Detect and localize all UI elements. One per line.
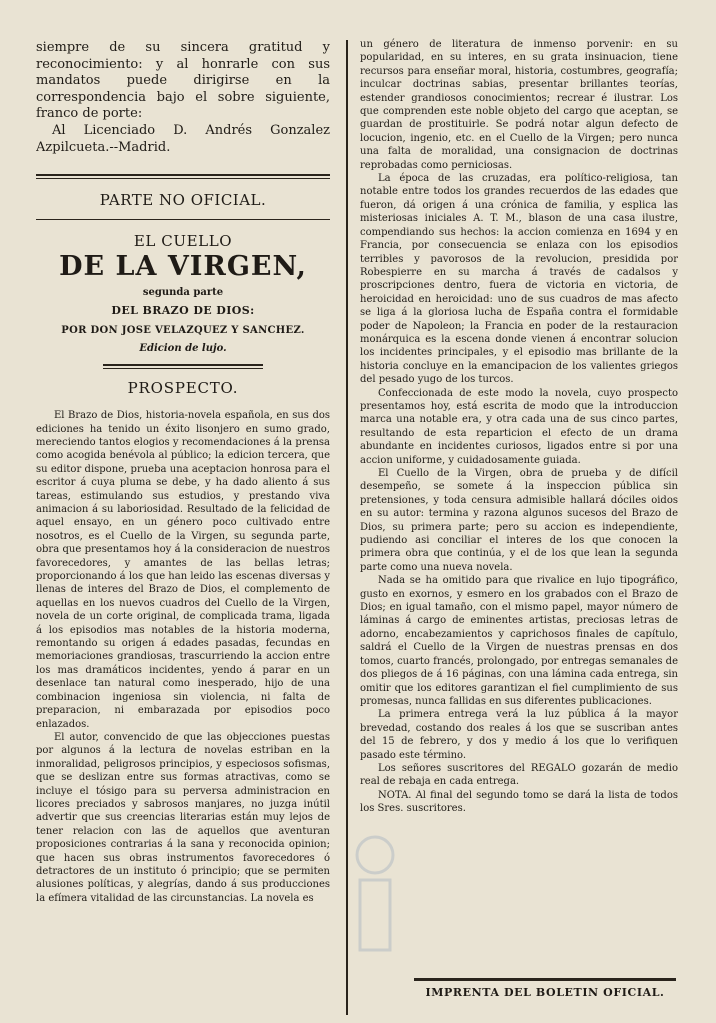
title-divider bbox=[103, 364, 263, 369]
novel-subtitle: segunda parte bbox=[142, 287, 224, 299]
body-paragraph: La primera entrega verá la luz pública á la mayor brevedad, costando dos reales á los que se suscriban antes del 15 de febrero, y dos y medio á los que lo verifiquen pasado este término. bbox=[360, 709, 678, 761]
edition-line: Edicion de lujo. bbox=[139, 343, 227, 355]
body-paragraph: Confeccionada de este modo la novela, cuyo prospecto presentamos hoy, está escrita de modo que la introduccion marca una notable era, y otra cada una de sus cinco partes, resultando de esta reparticion el efecto de un drama abundante en incidentes curiosos, ligados entre si por una accion uniforme, y cuidadosamente guiada. bbox=[360, 387, 678, 466]
library-stamp-watermark bbox=[350, 830, 400, 960]
novel-series: DEL BRAZO DE DIOS: bbox=[111, 304, 255, 318]
body-paragraph: La época de las cruzadas, era político-religiosa, tan notable entre todos los grandes recuerdos de las edades que fueron, dá origen á una crónica de familia, y esplica las misteriosas iniciales A. T. M., blason de una casa ilustre, compendiando sus hechos: la accion comienza en 1694 y en Francia, por consecuencia se enlaza con los episodios terribles y pavorosos de la revolucion, presidida por Robespierre en su marcha á través de cadalsos y proscripciones dentro, fuera de victoria en victoria, de heroicidad en heroicidad: uno de sus cuadros de mas afecto se liga á la gloriosa lucha de España contra el formidable poder de Napoleon; la Francia en poder de la restauracion monárquica es la escena donde vienen á encontrar solucion los incidentes principales, y el episodio mas brillante de la historia concluye en la emancipacion de los valientes griegos del pesado yugo de los turcos. bbox=[360, 173, 678, 386]
body-paragraph: Los señores suscritores del REGALO gozarán de medio real de rebaja en cada entrega. bbox=[360, 762, 678, 788]
right-column bbox=[360, 38, 678, 816]
body-paragraph: El Brazo de Dios, historia-novela española, en sus dos ediciones ha tenido un éxito lisonjero en sumo grado, mereciendo tantos elogios y recomendaciones á la prensa como acogida benévola al público; la edicion tercera, que su editor dispone, prueba una aceptacion honrosa para el escritor á cuya pluma se debe, y ha dado aliento á sus tareas, estimulando sus estudios, y prestando viva animacion á su laboriosidad. Resultado de la felicidad de aquel ensayo, en un género poco cultivado entre nosotros, es el Cuello de la Virgen, su segunda parte, obra que presentamos hoy á la consideracion de nuestros favorecedores, y amantes de las bellas letras; proporcionando á los que han leido las escenas diversas y llenas de interes del Brazo de Dios, el complemento de aquellas en los nuevos cuadros del Cuello de la Virgen, novela de un corte original, de complicada trama, ligada á los episodios mas notables de la historia moderna, remontando su origen á edades pasadas, fecundas en memoriaciones grandiosas, trascurriendo la accion entre los mas dramáticos incidentes, yendo á parar en un desenlace tan natural como inesperado, hijo de una combinacion ingeniosa sin violencia, ni falta de preparacion, ni embarazada por episodios poco enlazados. bbox=[36, 410, 330, 730]
opening-paragraph: siempre de su sincera gratitud y reconocimiento: y al honrarle con sus mandatos puede dirigirse en la correspondencia bajo el sobre siguiente, franco de porte: bbox=[36, 40, 330, 122]
novel-title: DE LA VIRGEN, bbox=[59, 251, 307, 283]
body-paragraph: El Cuello de la Virgen, obra de prueba y de difícil desempeño, se somete á la inspeccion pública sin pretensiones, y toda censura admisible hallará dóciles oidos en su autor: termina y razona algunos sucesos del Brazo de Dios, su primera parte; pero su accion es independiente, pudiendo asi conciliar el interes de los que conocen la primera obra que continúa, y el de los que lean la segunda parte como una nueva novela. bbox=[360, 468, 678, 573]
imprint-line: IMPRENTA DEL BOLETIN OFICIAL. bbox=[425, 986, 665, 999]
section-divider bbox=[36, 174, 330, 179]
author-line: POR DON JOSE VELAZQUEZ Y SANCHEZ. bbox=[61, 325, 305, 337]
section-heading: PARTE NO OFICIAL. bbox=[99, 191, 267, 210]
body-paragraph: Nada se ha omitido para que rivalice en lujo tipográfico, gusto en exornos, y esmero en los grabados con el Brazo de Dios; en igual tamaño, con el mismo papel, mayor número de láminas á cargo de eminentes artistas, preciosas letras de adorno, encabezamientos y caprichosos finales de capítulo, saldrá el Cuello de la Virgen de nuestras prensas en dos tomos, cuarto francés, prolongado, por entregas semanales de dos pliegos de á 16 páginas, con una lámina cada entrega, sin omitir que los editores garantizan el fiel cumplimiento de sus promesas, nunca fallidas en sus diferentes publicaciones. bbox=[360, 575, 678, 707]
body-paragraph: El autor, convencido de que las objecciones puestas por algunos á la lectura de novelas estriban en la inmoralidad, peligrosos principios, y especiosos sofismas, que se deslizan entre sus formas atractivas, como se incluye el tósigo para su perversa administracion en licores preciados y sabrosos manjares, no juzga inútil advertir que sus creencias literarias están muy lejos de tener relacion con las de aquellos que aventuran proposiciones contrarias á la sana y reconocida opinion; que hacen sus obras instrumentos favorecedores ó detractores de un instituto ó principio; que se permiten alusiones políticas, y alegrías, dando á sus producciones la efímera vitalidad de las circunstancias. La novela es bbox=[36, 731, 330, 904]
body-paragraph: un género de literatura de inmenso porvenir: en su popularidad, en su interes, en su grata insinuacion, tiene recursos para enseñar moral, historia, costumbres, geografía; inculcar doctrinas sabias, presentar brillantes teorías, estender grandiosos conocimientos; recrear é ilustrar. Los que comprenden este noble objeto del cargo que aceptan, se guardan de prostituirle. Se podrá notar algun defecto de locucion, ingenio, etc. en el Cuello de la Virgen; pero nunca una falta de moralidad, una consignacion de doctrinas reprobadas como perniciosas. bbox=[360, 39, 678, 171]
novel-title-small: EL CUELLO bbox=[133, 232, 233, 251]
column-rule bbox=[346, 40, 348, 1015]
heading-divider bbox=[36, 219, 330, 220]
nota-paragraph: NOTA. Al final del segundo tomo se dará la lista de todos los Sres. suscritores. bbox=[360, 789, 678, 815]
prospecto-heading: PROSPECTO. bbox=[127, 379, 239, 398]
footer-rule bbox=[414, 978, 676, 981]
address-line: Al Licenciado D. Andrés Gonzalez Azpilcueta.--Madrid. bbox=[36, 122, 330, 155]
left-column bbox=[36, 40, 330, 905]
